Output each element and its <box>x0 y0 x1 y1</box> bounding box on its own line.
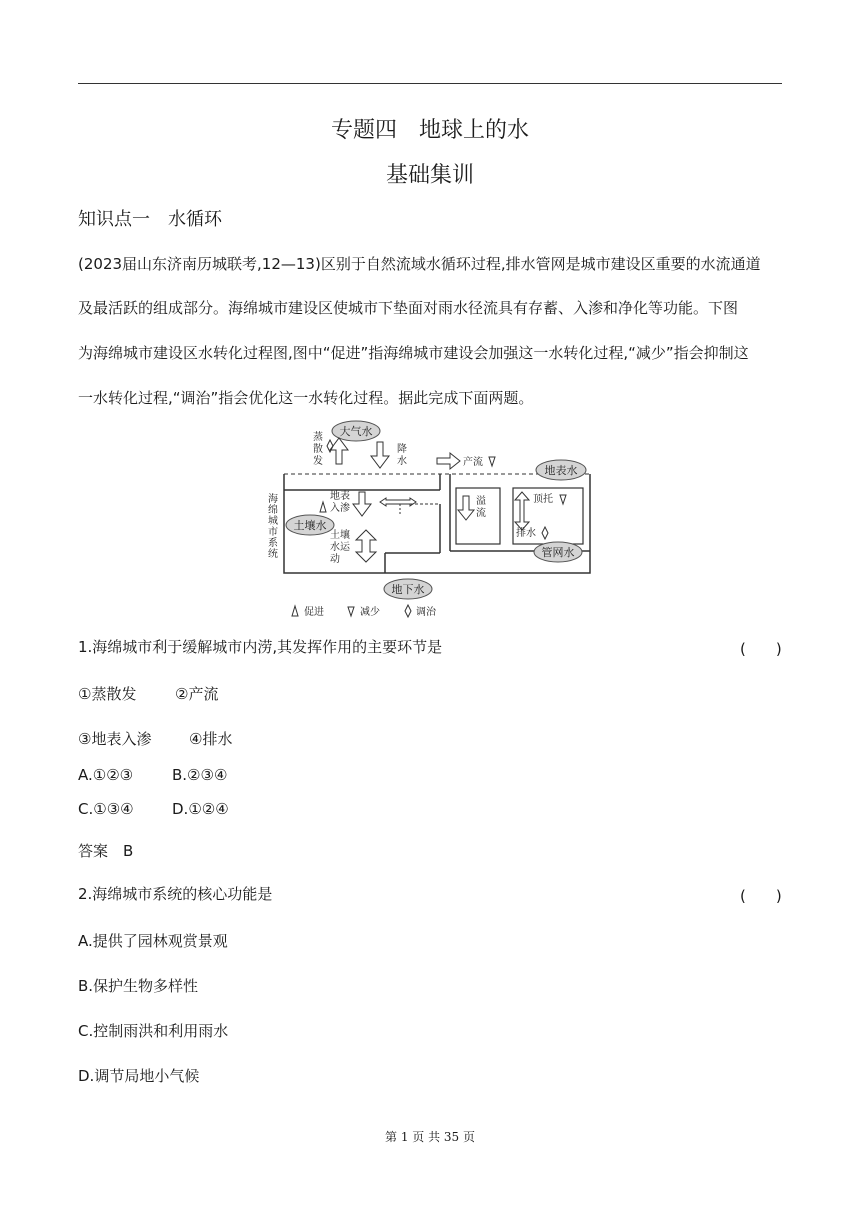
answer-paren: ( ) <box>740 640 782 658</box>
rain-label: 降水 <box>397 444 407 467</box>
overflow-arrow <box>458 496 474 520</box>
groundwater-label: 地下水 <box>391 583 425 596</box>
choice-c: C.控制雨洪和利用雨水 <box>78 1022 229 1040</box>
pipe-label: 管网水 <box>541 546 575 559</box>
reduce-symbol <box>489 457 495 466</box>
choice-c: C.①③④ <box>78 800 134 818</box>
page-footer: 第 1 页 共 35 页 <box>385 1130 475 1144</box>
choice-b: B.保护生物多样性 <box>78 977 199 995</box>
runoff-label: 产流 <box>463 457 483 468</box>
soil-label: 土壤水 <box>293 519 327 532</box>
surface-label: 地表水 <box>544 464 578 477</box>
rain-arrow <box>371 442 389 468</box>
jacking-arrow <box>515 492 529 530</box>
header-rule <box>78 83 782 84</box>
subtitle: 基础集训 <box>385 163 474 188</box>
evap-label: 蒸散发 <box>313 432 323 467</box>
legend-promote: 促进 <box>304 607 324 618</box>
runoff-arrow <box>437 453 460 469</box>
legend-promote-icon <box>292 606 298 616</box>
intro-line: 一水转化过程,“调治”指会优化这一水转化过程。据此完成下面两题。 <box>78 389 534 407</box>
answer-paren: ( ) <box>740 887 782 905</box>
statement-item: ③地表入渗 <box>78 730 152 748</box>
legend-reduce-icon <box>348 607 354 616</box>
infiltration-arrow <box>353 492 371 516</box>
atmosphere-label: 大气水 <box>339 425 373 438</box>
promote-symbol <box>320 502 326 512</box>
intro-line: (2023届山东济南历城联考,12—13)区别于自然流域水循环过程,排水管网是城市建设区重要的水流通道 <box>78 255 761 273</box>
section-heading: 知识点一 水循环 <box>78 209 222 230</box>
intro-line: 为海绵城市建设区水转化过程图,图中“促进”指海绵城市建设会加强这一水转化过程,“减少”指会抑制这 <box>78 344 749 362</box>
question-1-stem: 1.海绵城市利于缓解城市内涝,其发挥作用的主要环节是 <box>78 638 443 656</box>
choice-a: A.提供了园林观赏景观 <box>78 932 228 950</box>
choice-a: A.①②③ <box>78 766 134 784</box>
soil-movement-arrow <box>356 530 376 562</box>
infiltration-label: 地表入渗 <box>330 491 350 514</box>
system-label: 海绵城市系统 <box>268 494 278 560</box>
statement-item: ④排水 <box>189 730 233 748</box>
topic-title: 专题四 地球上的水 <box>330 118 529 143</box>
regulate-symbol <box>542 527 548 539</box>
intro-line: 及最活跃的组成部分。海绵城市建设区使城市下垫面对雨水径流具有存蓄、入渗和净化等功能。下图 <box>78 299 739 317</box>
reduce-symbol <box>560 495 566 504</box>
answer-text: 答案 B <box>78 842 134 860</box>
legend-regulate: 调治 <box>416 607 436 618</box>
statement-item: ①蒸散发 <box>78 685 137 703</box>
drainage-label: 排水 <box>516 528 536 539</box>
legend-regulate-icon <box>405 605 411 617</box>
horizontal-arrow <box>380 498 416 506</box>
jacking-label: 顶托 <box>533 494 553 505</box>
choice-b: B.②③④ <box>172 766 228 784</box>
sponge-city-diagram <box>260 418 600 623</box>
question-2-stem: 2.海绵城市系统的核心功能是 <box>78 885 273 903</box>
choice-d: D.调节局地小气候 <box>78 1067 200 1085</box>
choice-d: D.①②④ <box>172 800 229 818</box>
soil-movement-label: 土壤水运动 <box>330 530 350 565</box>
legend-reduce: 减少 <box>360 607 380 618</box>
overflow-label: 溢流 <box>476 496 486 519</box>
evap-arrow <box>330 438 348 464</box>
statement-item: ②产流 <box>175 685 219 703</box>
